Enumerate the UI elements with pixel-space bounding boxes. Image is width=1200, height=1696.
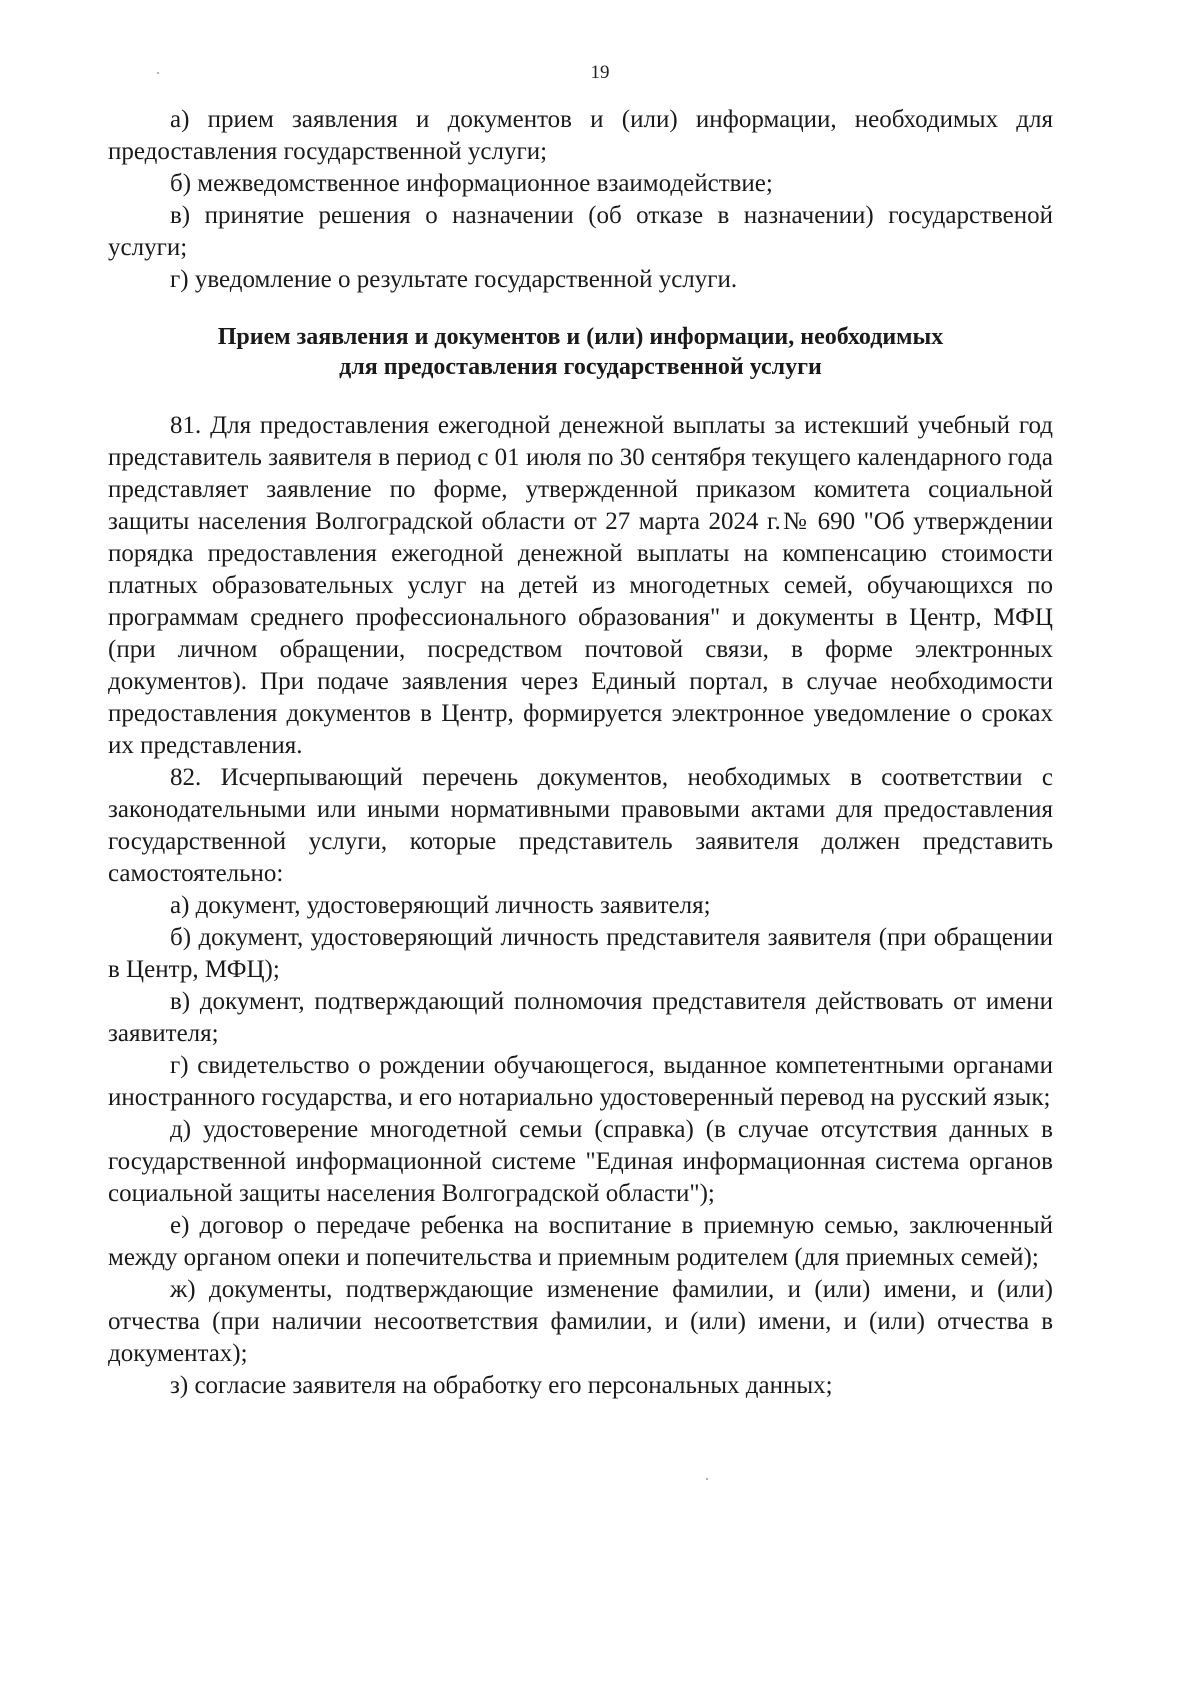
section-heading-line-2: для предоставления государственной услуги (339, 354, 822, 380)
paragraph-81: 81. Для предоставления ежегодной денежной выплаты за истекший учебный год представитель заявителя в период с 01 июля по 30 сентября текущего календарного года представляет заявление по форме, утвержденной приказом комитета социальной защиты населения Волгоградской области от 27 марта 2024 г.№ 690 "Об утверждении порядка предоставления ежегодной денежной выплаты на компенсацию стоимости платных образовательных услуг на детей из многодетных семей, обучающихся по программам среднего профессионального образования" и документы в Центр, МФЦ (при личном обращении, посредством почтовой связи, в форме электронных документов). При подаче заявления через Единый портал, в случае необходимости предоставления документов в Центр, формируется электронное уведомление о сроках их представления. (108, 412, 1053, 759)
intro-item-d: г) уведомление о результате государственной услуги. (170, 266, 738, 293)
document-item-f: е) договор о передаче ребенка на воспитание в приемную семью, заключенный между органом опеки и попечительства и приемным родителем (для приемных семей); (108, 1212, 1053, 1271)
document-item-d: г) свидетельство о рождении обучающегося, выданное компетентными органами иностранного государства, и его нотариально удостоверенный перевод на русский язык; (108, 1052, 1053, 1111)
document-item-e: д) удостоверение многодетной семьи (справка) (в случае отсутствия данных в государственной информационной системе "Единая информационная система органов социальной защиты населения Волгоградской области"); (108, 1116, 1053, 1207)
intro-item-c: в) принятие решения о назначении (об отказе в назначении) государственой услуги; (108, 202, 1053, 261)
intro-item-a: а) прием заявления и документов и (или) информации, необходимых для предоставления государственной услуги; (108, 106, 1053, 165)
scan-speck (706, 1478, 708, 1480)
intro-item-b: б) межведомственное информационное взаимодействие; (170, 170, 773, 197)
document-item-b: б) документ, удостоверяющий личность представителя заявителя (при обращении в Центр, МФЦ); (108, 924, 1053, 983)
document-item-g: ж) документы, подтверждающие изменение фамилии, и (или) имени, и (или) отчества (при наличии несоответствия фамилии, и (или) имени, и (или) отчества в документах); (108, 1276, 1053, 1367)
page-body (108, 104, 1053, 1402)
document-item-c: в) документ, подтверждающий полномочия представителя действовать от имени заявителя; (108, 988, 1053, 1047)
section-heading (108, 322, 1053, 382)
section-heading-line-1: Прием заявления и документов и (или) информации, необходимых (217, 324, 944, 350)
page-number: 19 (590, 62, 610, 83)
paragraph-82: 82. Исчерпывающий перечень документов, необходимых в соответствии с законодательными или иными нормативными правовыми актами для предоставления государственной услуги, которые представитель заявителя должен представить самостоятельно: (108, 764, 1053, 887)
document-item-h: з) согласие заявителя на обработку его персональных данных; (170, 1372, 833, 1399)
document-item-a: а) документ, удостоверяющий личность заявителя; (170, 892, 711, 919)
